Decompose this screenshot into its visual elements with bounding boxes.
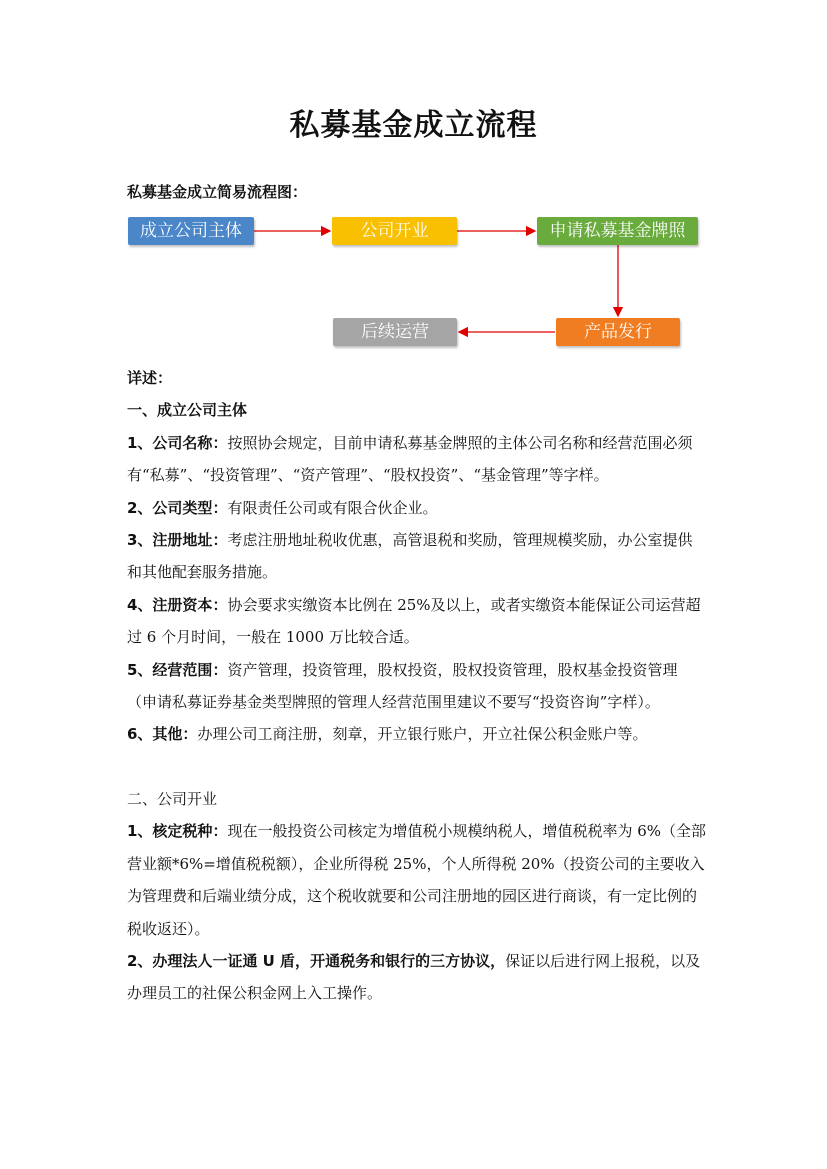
document-body	[127, 362, 707, 1010]
flow-box-company-opening: 公司开业	[332, 217, 457, 245]
item-text: 有限责任公司或有限合伙企业。	[227, 498, 438, 517]
section1-item	[127, 524, 707, 589]
detail-heading: 详述：	[127, 369, 173, 387]
item-text: 协会要求实缴资本比例在 25%及以上，或者实缴资本能保证公司运营超过 6 个月时间，一般在 1000 万比较合适。	[127, 595, 701, 647]
item-label: 6、其他：	[127, 725, 198, 744]
flow-box-apply-license: 申请私募基金牌照	[537, 217, 698, 245]
flow-box-subsequent-operation: 后续运营	[333, 318, 457, 346]
section1-heading: 一、成立公司主体	[127, 401, 248, 420]
section1-item	[127, 589, 707, 654]
section-spacer	[127, 751, 707, 783]
item-label: 2、公司类型：	[127, 498, 228, 517]
item-text: 现在一般投资公司核定为增值税小规模纳税人，增值税税率为 6%（全部营业额*6%=增值税税额），企业所得税 25%，个人所得税 20%（投资公司的主要收入为管理费和后端业绩分成，这个税收就要和公司注册地的园区进行商谈，有一定比例的税收返还）。	[127, 822, 707, 938]
item-text: 资产管理，投资管理，股权投资，股权投资管理，股权基金投资管理（申请私募证券基金类型牌照的管理人经营范围里建议不要写“投资咨询”字样）。	[127, 660, 678, 712]
section1-item	[127, 718, 707, 750]
section1-item	[127, 492, 707, 524]
section2-item	[127, 815, 707, 945]
item-label: 3、注册地址：	[127, 531, 228, 550]
flow-box-establish-company: 成立公司主体	[128, 217, 254, 245]
section1-item	[127, 654, 707, 719]
section2-heading: 二、公司开业	[127, 789, 218, 808]
flow-box-product-issuance: 产品发行	[556, 318, 680, 346]
item-label: 1、公司名称：	[127, 433, 228, 452]
item-label: 1、核定税种：	[127, 822, 228, 841]
item-text: 考虑注册地址税收优惠，高管退税和奖励，管理规模奖励，办公室提供和其他配套服务措施。	[127, 531, 693, 582]
section1-item	[127, 427, 707, 492]
item-label: 4、注册资本：	[127, 595, 228, 614]
section2-item	[127, 945, 707, 1010]
item-label: 2、办理法人一证通 U 盾，开通税务和银行的三方协议，	[127, 951, 506, 970]
item-text: 按照协会规定，目前申请私募基金牌照的主体公司名称和经营范围必须有“私募”、“投资管理”、“资产管理”、“股权投资”、“基金管理”等字样。	[127, 433, 693, 485]
item-label: 5、经营范围：	[127, 660, 228, 679]
flow-heading: 私募基金成立简易流程图：	[127, 183, 308, 201]
flowchart	[0, 205, 827, 360]
item-text: 办理公司工商注册，刻章，开立银行账户，开立社保公积金账户等。	[197, 725, 648, 744]
page-title: 私募基金成立流程	[289, 108, 538, 143]
item-text: 保证以后进行网上报税，以及办理员工的社保公积金网上入工操作。	[127, 951, 701, 1003]
